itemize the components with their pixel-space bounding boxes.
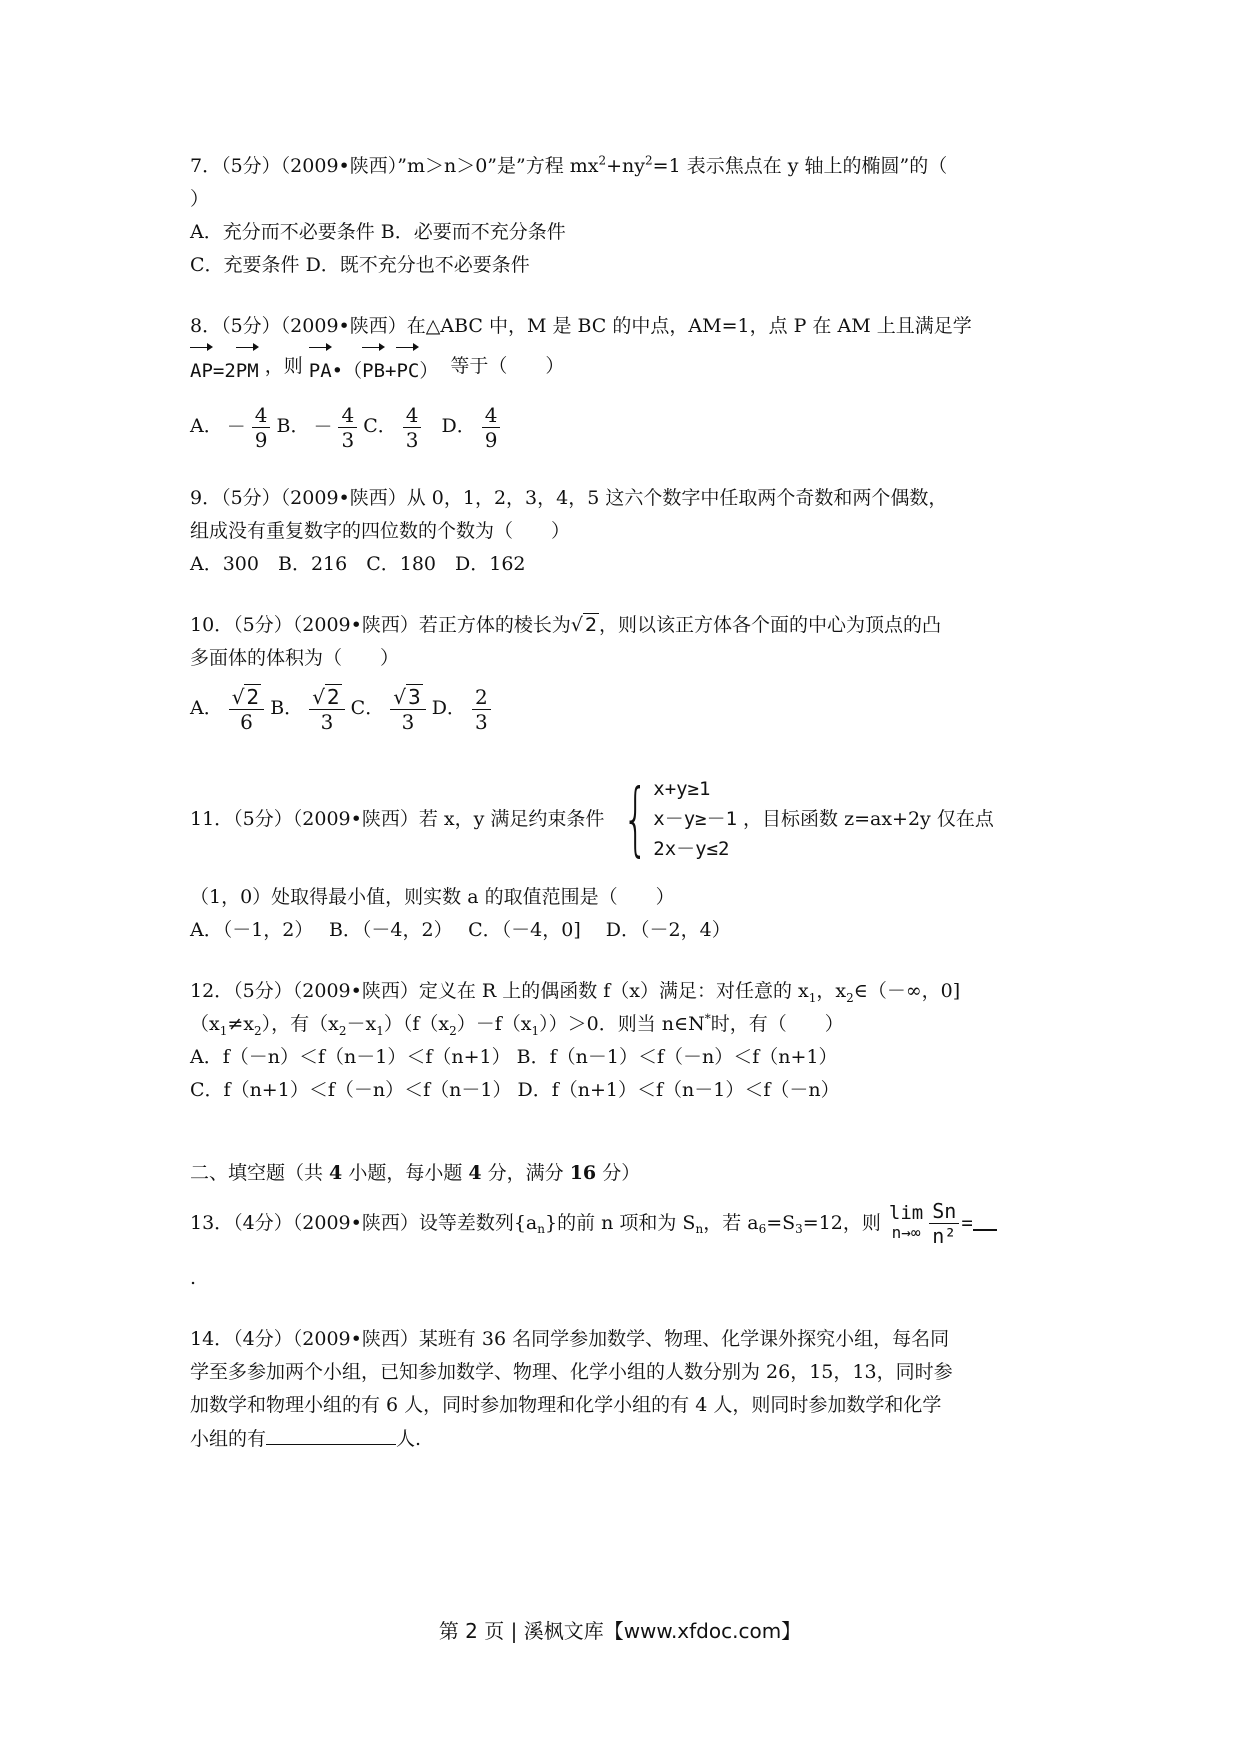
q8-plus: + [385, 360, 397, 382]
q10-d-den: 3 [474, 709, 488, 734]
q12-l2h: 时，有（ ） [710, 1013, 844, 1035]
limit-equals: = [961, 1211, 973, 1234]
limit-fraction-den: n² [932, 1223, 957, 1248]
answer-blank-13 [973, 1215, 997, 1231]
question-12-options-cd: C．f（n+1）＜f（－n）＜f（n－1） D．f（n+1）＜f（n－1）＜f（－n） [190, 1079, 840, 1101]
limit-fraction [929, 1199, 959, 1248]
q10-option-d-label: D． [431, 697, 466, 719]
q12-l2d: －x [346, 1013, 377, 1035]
question-12 [190, 975, 1060, 1107]
q12-l2g: ））＞0．则当 n∈N [539, 1013, 705, 1035]
q12-l2s6: 1 [531, 1023, 540, 1038]
q8-option-a-minus: － [226, 416, 246, 438]
q8-equals: 等于（ ） [450, 355, 565, 377]
question-11-options: A．（－1，2） B．（－4，2） C．（－4，0] D．（－2，4） [190, 919, 731, 941]
section2-pre: 二、填空题（共 [190, 1162, 330, 1184]
left-brace-icon: { [623, 772, 649, 865]
q10-option-c-label: C． [350, 697, 385, 719]
q8-b-den: 3 [341, 427, 355, 452]
question-7-options-cd: C．充要条件 D．既不充分也不必要条件 [190, 254, 530, 276]
q12-l2a: （x [190, 1013, 220, 1035]
question-11-stem [190, 769, 1060, 869]
answer-blank-14 [266, 1422, 396, 1445]
question-14 [190, 1323, 1060, 1456]
question-8 [190, 310, 1060, 462]
q10-a-num [229, 685, 264, 710]
q12-l2b: ≠x [227, 1013, 254, 1035]
q12-l2s2: 2 [254, 1023, 262, 1038]
q12-l2sup: * [704, 1011, 711, 1026]
question-14-line2: 学至多参加两个小组，已知参加数学、物理、化学小组的人数分别为 26，15，13，同时参 [190, 1361, 953, 1383]
radical-icon: √ [312, 684, 325, 709]
page-content [190, 150, 1060, 1456]
q8-option-b-minus: － [313, 416, 333, 438]
q10-option-c-fraction [390, 685, 425, 734]
q8-c-den: 3 [405, 427, 419, 452]
q12-l2s1: 1 [219, 1023, 228, 1038]
question-14-line3: 加数学和物理小组的有 6 人，同时参加物理和化学小组的有 4 人，则同时参加数学和化学 [190, 1394, 942, 1416]
section2-mid2: 分，满分 [481, 1162, 570, 1184]
q12-l2e: ）（f（x [383, 1013, 450, 1035]
q8-option-c-fraction [403, 403, 422, 452]
section-2-heading [190, 1157, 1060, 1190]
question-7-options-ab: A．充分而不必要条件 B．必要而不充分条件 [190, 221, 566, 243]
q8-eq: =2 [212, 360, 236, 382]
q10-c-num [390, 685, 425, 710]
question-13 [190, 1190, 1060, 1295]
q12-line1: 12．（5分）（2009•陕西）定义在 R 上的偶函数 f（x）满足：对任意的 x [190, 980, 809, 1002]
question-14-line4 [190, 1422, 1060, 1456]
page-footer: 第 2 页 | 溪枫文库【www.xfdoc.com】 [438, 1619, 802, 1643]
section2-mid1: 小题，每小题 [342, 1162, 469, 1184]
question-8-options [190, 391, 1060, 462]
q10-line1b: ，则以该正方体各个面的中心为顶点的凸 [599, 614, 942, 636]
constraint-1: x+y≥1 [653, 778, 711, 800]
q8-a-num: 4 [252, 403, 271, 428]
q7-stem-b: +ny [606, 155, 646, 177]
question-9-line1: 9．（5分）（2009•陕西）从 0，1，2，3，4，5 这六个数字中任取两个奇数和两个偶数， [190, 487, 948, 509]
question-13-stem: 13．（4分）（2009•陕西）设等差数列{a $_n$ }的前 n 项和为 S $_n$ ，若 a $_6$ =S $_3$ =12，则 lim n→∞ $\frac{Sn}{\text{n²}}$ = [190, 1190, 1060, 1256]
q12-mid1: ，x [816, 980, 847, 1002]
question-8-vector-line [190, 343, 1060, 391]
lim-subscript: n→∞ [891, 1223, 921, 1242]
question-7-stem-close: ） [190, 188, 210, 210]
q10-b-den: 3 [320, 709, 334, 734]
q10-b-num [309, 685, 344, 710]
q8-option-b-fraction [338, 403, 357, 452]
q8-dot: •（ [331, 360, 363, 382]
q13-stem-d: =S [766, 1211, 796, 1234]
q8-option-d-label: D． [441, 415, 476, 437]
radical-icon: √ [231, 684, 245, 709]
q12-l2s3: 2 [338, 1023, 347, 1038]
question-11 [190, 769, 1060, 947]
q7-stem-c: =1 表示焦点在 y 轴上的椭圆”的（ [652, 155, 948, 177]
limit-fraction-num: Sn [929, 1199, 959, 1224]
q8-a-den: 9 [254, 427, 268, 452]
limit-expression [889, 1199, 997, 1248]
q10-a-radicand: 2 [246, 684, 260, 709]
radical-icon: √ [393, 684, 406, 709]
q8-d-num: 4 [482, 403, 501, 428]
q10-c-den: 3 [401, 709, 415, 734]
constraint-system [610, 774, 737, 864]
q13-stem-e: =12，则 [802, 1211, 881, 1234]
q10-b-radicand: 2 [326, 684, 340, 709]
q12-l2c: ），有（x [261, 1013, 339, 1035]
vector-pm: PM [236, 343, 259, 391]
q7-stem-a: 7．（5分）（2009•陕西）”m＞n＞0”是”方程 mx [190, 155, 599, 177]
q12-l2s4: 1 [376, 1023, 384, 1038]
q8-then: ，则 [264, 355, 303, 377]
question-8-stem: 8．（5分）（2009•陕西）在△ABC 中，M 是 BC 的中点，AM=1，点 P 在 AM 上且满足学 [190, 315, 972, 337]
q10-a-den: 6 [240, 709, 253, 734]
q11-stem-a: 11．（5分）（2009•陕西）若 x，y 满足约束条件 [190, 807, 605, 830]
q10-d-num: 2 [472, 685, 491, 710]
q7-sup2: 2 [645, 153, 653, 168]
q7-sup1: 2 [598, 153, 607, 168]
question-13-period: . [190, 1267, 197, 1289]
section2-n3: 16 [569, 1162, 597, 1184]
q11-stem-b: ，目标函数 z=ax+2y 仅在点 [743, 807, 994, 830]
q14-line4a: 小组的有 [190, 1428, 267, 1450]
q8-option-c-label: C． [363, 415, 397, 437]
q10-line1a: 10．（5分）（2009•陕西）若正方体的棱长为 [190, 614, 571, 636]
q10-c-radicand: 3 [407, 684, 421, 709]
question-10 [190, 609, 1060, 741]
q8-option-d-fraction [482, 403, 501, 452]
question-12-options-ab: A．f（－n）＜f（n－1）＜f（n+1） B．f（n－1）＜f（－n）＜f（n+1） [190, 1046, 838, 1068]
vector-pa: PA [309, 343, 332, 391]
q8-close: ） [419, 360, 439, 382]
section2-n1: 4 [329, 1162, 343, 1184]
q12-l2f: ）－f（x [456, 1013, 532, 1035]
question-14-line1: 14．（4分）（2009•陕西）某班有 36 名同学参加数学、物理、化学课外探究小组，每名同 [190, 1328, 950, 1350]
q10-option-a-label: A． [190, 697, 223, 719]
q10-option-a-fraction [229, 685, 264, 734]
q13-stem-a: 13．（4分）（2009•陕西）设等差数列{a [190, 1211, 538, 1234]
q12-l2s5: 2 [449, 1023, 457, 1038]
q10-option-b-fraction [309, 685, 344, 734]
limit-operator [889, 1203, 923, 1243]
q12-tail1: ∈（－∞，0] [853, 980, 961, 1002]
question-10-options [190, 675, 1060, 741]
q10-sqrt-two [571, 609, 599, 642]
vector-expression-ap [190, 343, 259, 391]
q10-option-d-fraction [472, 685, 491, 734]
question-9-line2: 组成没有重复数字的四位数的个数为（ ） [190, 520, 571, 542]
question-9-options: A．300 B．216 C．180 D．162 [190, 553, 526, 575]
question-10-line2: 多面体的体积为（ ） [190, 647, 400, 669]
radical-icon: √ [570, 614, 583, 636]
vector-expression-dot [309, 343, 439, 391]
constraint-lines [653, 774, 737, 864]
q10-option-b-label: B． [270, 697, 304, 719]
q13-stem-b: }的前 n 项和为 S [544, 1211, 696, 1234]
q8-c-num: 4 [403, 403, 422, 428]
q8-option-a-fraction [252, 403, 271, 452]
section2-post: 分） [596, 1162, 641, 1184]
section2-n2: 4 [468, 1162, 482, 1184]
lim-text: lim [888, 1202, 924, 1224]
q10-radicand: 2 [584, 614, 598, 636]
q8-b-num: 4 [338, 403, 357, 428]
vector-pb: PB [362, 343, 385, 391]
question-12-line1 [190, 975, 1060, 1008]
question-11-line2: （1，0）处取得最小值，则实数 a 的取值范围是（ ） [190, 886, 675, 908]
q14-line4b: 人. [396, 1428, 422, 1450]
question-10-line1 [190, 609, 1060, 642]
question-7-stem [190, 150, 1060, 183]
q8-d-den: 9 [484, 427, 498, 452]
constraint-3: 2x－y≤2 [653, 838, 730, 860]
q12-sub2: 2 [846, 990, 854, 1005]
question-7 [190, 150, 1060, 282]
vector-ap: AP [190, 343, 213, 391]
q13-stem-c: ，若 a [703, 1211, 759, 1234]
q8-option-b-label: B． [276, 415, 310, 437]
q8-option-a-label: A． [190, 415, 223, 437]
q12-sub1: 1 [808, 990, 817, 1005]
question-12-line2 [190, 1008, 1060, 1041]
constraint-2: x－y≥－1 [653, 808, 738, 830]
vector-pc: PC [396, 343, 419, 391]
question-9 [190, 482, 1060, 581]
